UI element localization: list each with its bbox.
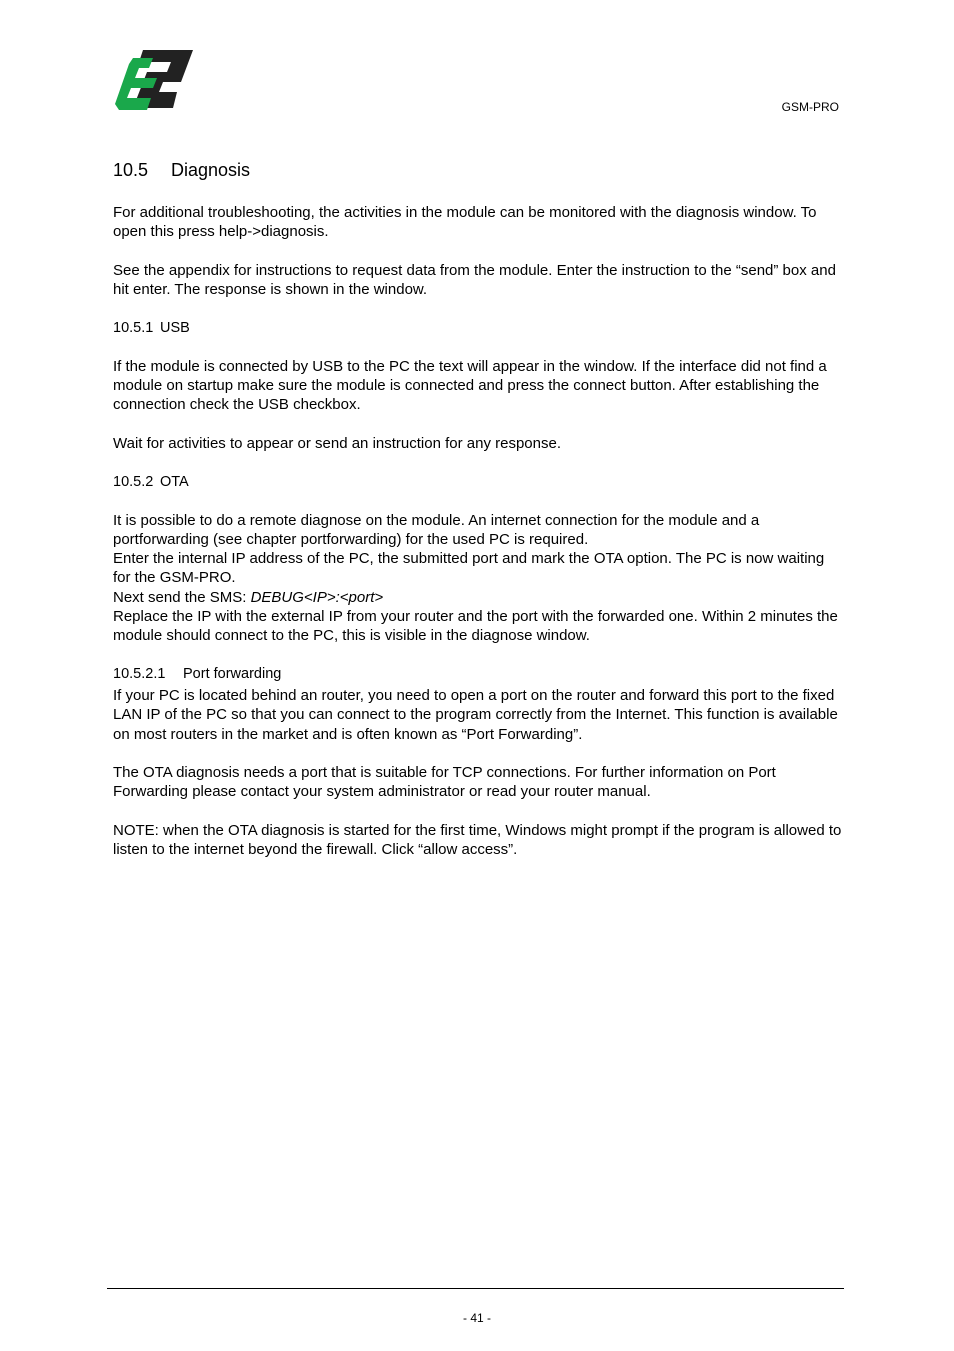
paragraph — [113, 511, 843, 646]
paragraph: For additional troubleshooting, the activities in the module can be monitored with the diagnosis window. To open this press help->diagnosis. — [113, 204, 817, 241]
subsection-title: USB — [160, 319, 190, 336]
paragraph: See the appendix for instructions to request data from the module. Enter the instruction to the “send” box and hit enter. The response is shown in the window. — [113, 261, 836, 299]
paragraph: If the module is connected by USB to the PC the text will appear in the window. If the interface did not find a module on startup make sure the module is connected and press the connect button. After establishing the connection check the USB checkbox. — [113, 357, 827, 414]
subsection-number: 10.5.2 — [113, 473, 154, 490]
subsection-heading-usb — [113, 319, 843, 338]
header-product: GSM-PRO — [781, 100, 839, 114]
ota-line-2: Enter the internal IP address of the PC, the submitted port and mark the OTA option. The PC is now waiting for the GSM-PRO. — [113, 550, 825, 587]
page-number: - 41 - — [462, 1311, 491, 1325]
section-number: 10.5 — [113, 160, 149, 180]
company-logo — [113, 48, 197, 112]
paragraph: The OTA diagnosis needs a port that is suitable for TCP connections. For further information on Port Forwarding please contact your system administrator or read your router manual. — [113, 764, 776, 801]
subsubsection-heading-port-forwarding — [113, 665, 843, 684]
page-content — [113, 158, 843, 879]
section-title: Diagnosis — [171, 160, 251, 180]
subsection-title: OTA — [160, 473, 189, 490]
subsubsection-title: Port forwarding — [183, 665, 282, 682]
subsubsection-number: 10.5.2.1 — [113, 665, 166, 682]
ota-line-1: It is possible to do a remote diagnose on the module. An internet connection for the module and a portforwarding (see chapter portforwarding) for the used PC is required. — [113, 511, 760, 548]
section-heading — [113, 158, 843, 182]
ota-line-3-prefix: Next send the SMS: — [113, 588, 251, 606]
subsection-heading-ota — [113, 473, 843, 492]
paragraph: Wait for activities to appear or send an instruction for any response. — [113, 434, 562, 452]
subsection-number: 10.5.1 — [113, 319, 154, 336]
paragraph: If your PC is located behind an router, you need to open a port on the router and forward this port to the fixed LAN IP of the PC so that you can connect to the program correctly from the Internet. This function is available on most routers in the market and is often known as “Port Forwarding”. — [113, 686, 838, 743]
paragraph: NOTE: when the OTA diagnosis is started for the first time, Windows might prompt if the program is allowed to listen to the internet beyond the firewall. Click “allow access”. — [113, 822, 842, 859]
footer-divider — [107, 1288, 844, 1289]
sms-command: DEBUG<IP>:<port> — [250, 588, 384, 606]
ota-line-4: Replace the IP with the external IP from your router and the port with the forwarded one. Within 2 minutes the module should connect to the PC, this is visible in the diagnose window. — [113, 608, 838, 645]
